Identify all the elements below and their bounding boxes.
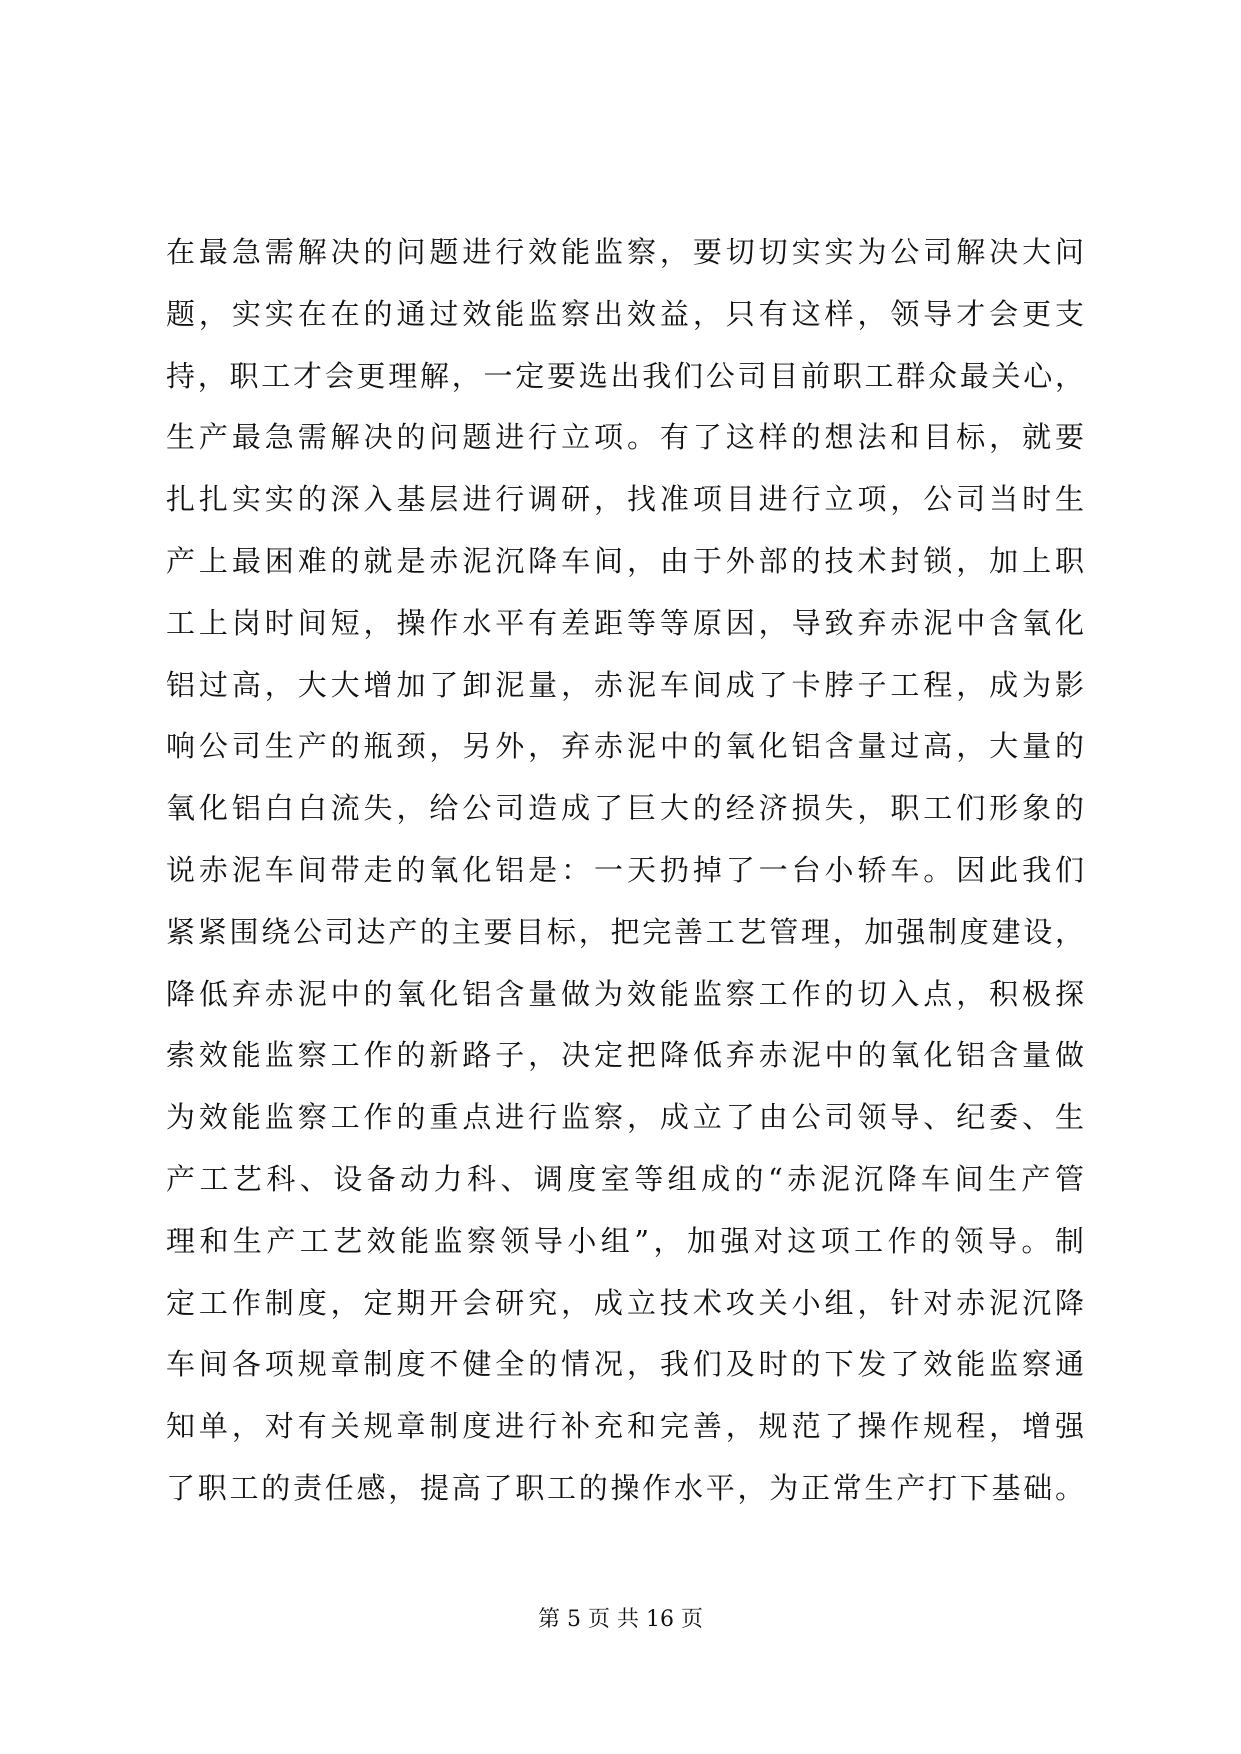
text-line: 定工作制度，定期开会研究，成立技术攻关小组，针对赤泥沉降 [166,1285,1088,1320]
body-text [166,222,1089,1520]
text-line: 氧化铝白白流失，给公司造成了巨大的经济损失，职工们形象的 [166,791,1088,826]
text-line: 理和生产工艺效能监察领导小组”，加强对这项工作的领导。制 [166,1223,1089,1258]
text-line: 在最急需解决的问题进行效能监察，要切切实实为公司解决大问 [166,235,1088,269]
text-line: 降低弃赤泥中的氧化铝含量做为效能监察工作的切入点，积极探 [166,976,1088,1011]
text-line: 紧紧围绕公司达产的主要目标，把完善工艺管理，加强制度建设， [166,914,1087,949]
text-line: 持，职工才会更理解，一定要选出我们公司目前职工群众最关心， [166,358,1087,393]
text-line: 产上最困难的就是赤泥沉降车间，由于外部的技术封锁，加上职 [166,543,1088,578]
text-line: 产工艺科、设备动力科、调度室等组成的“赤泥沉降车间生产管 [166,1161,1089,1196]
text-line: 了职工的责任感，提高了职工的操作水平，为正常生产打下基础。 [166,1470,1087,1505]
text-line: 说赤泥车间带走的氧化铝是：一天扔掉了一台小轿车。因此我们 [166,852,1088,887]
text-line: 工上岗时间短，操作水平有差距等等原因，导致弃赤泥中含氧化 [166,605,1088,640]
text-line: 扎扎实实的深入基层进行调研，找准项目进行立项，公司当时生 [166,482,1088,517]
text-line: 题，实实在在的通过效能监察出效益，只有这样，领导才会更支 [166,296,1088,331]
text-line: 生产最急需解决的问题进行立项。有了这样的想法和目标，就要 [166,420,1088,455]
page-number-footer: 第 5 页 共 16 页 [538,1607,703,1632]
text-line: 铝过高，大大增加了卸泥量，赤泥车间成了卡脖子工程，成为影 [166,667,1088,702]
text-line: 知单，对有关规章制度进行补充和完善，规范了操作规程，增强 [166,1409,1088,1444]
text-line: 为效能监察工作的重点进行监察，成立了由公司领导、纪委、生 [166,1100,1088,1135]
text-line: 车间各项规章制度不健全的情况，我们及时的下发了效能监察通 [166,1347,1088,1382]
text-line: 索效能监察工作的新路子，决定把降低弃赤泥中的氧化铝含量做 [166,1038,1088,1073]
text-line: 响公司生产的瓶颈，另外，弃赤泥中的氧化铝含量过高，大量的 [166,729,1088,764]
